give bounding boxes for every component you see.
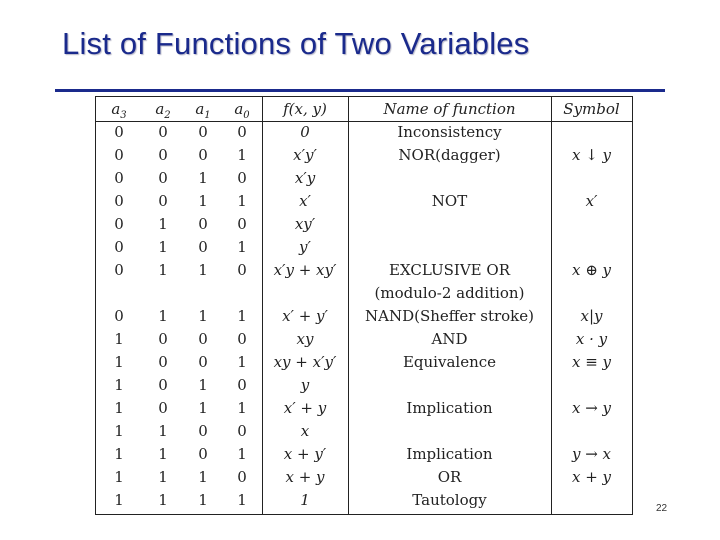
cell-a3: 0: [114, 123, 124, 141]
cell-symbol: x · y: [575, 330, 608, 348]
cell-a3: 0: [114, 238, 124, 256]
cell-f: x′ + y′: [282, 307, 328, 325]
cell-name: (modulo-2 addition): [374, 284, 525, 302]
cell-a2: 1: [158, 238, 168, 256]
table-row: [96, 489, 632, 512]
cell-f: 1: [300, 491, 310, 509]
cell-f: x′ + y: [283, 399, 327, 417]
cell-f: x′y: [294, 169, 316, 187]
table-row: [96, 351, 632, 374]
cell-f: x + y′: [283, 445, 327, 463]
cell-a0: 0: [237, 376, 247, 394]
cell-f: x: [300, 422, 310, 440]
table-row: [96, 282, 632, 305]
cell-a2: 0: [158, 192, 168, 210]
cell-a1: 0: [198, 146, 208, 164]
cell-a2: 0: [158, 123, 168, 141]
cell-a1: 0: [198, 353, 208, 371]
cell-a1: 1: [198, 399, 208, 417]
cell-a2: 0: [158, 353, 168, 371]
cell-a3: 1: [114, 376, 124, 394]
header-symbol: Symbol: [563, 100, 620, 118]
cell-symbol: x ≡ y: [571, 353, 612, 371]
cell-a2: 0: [158, 169, 168, 187]
cell-f: xy′: [294, 215, 316, 233]
table-row: [96, 236, 632, 259]
cell-a1: 0: [198, 422, 208, 440]
cell-a0: 0: [237, 215, 247, 233]
cell-name: EXCLUSIVE OR: [389, 261, 510, 279]
cell-f: y′: [299, 238, 311, 256]
cell-a0: 0: [237, 330, 247, 348]
table-row: [96, 466, 632, 489]
cell-f: x′y + xy′: [273, 261, 337, 279]
cell-name: NOT: [431, 192, 468, 210]
cell-a2: 1: [158, 422, 168, 440]
cell-a0: 1: [237, 238, 247, 256]
table-row: [96, 374, 632, 397]
cell-name: OR: [437, 468, 462, 486]
cell-a3: 1: [114, 330, 124, 348]
cell-a2: 1: [158, 215, 168, 233]
cell-symbol: x → y: [571, 399, 612, 417]
cell-a3: 0: [114, 192, 124, 210]
cell-a3: 1: [114, 399, 124, 417]
cell-f: x′: [299, 192, 311, 210]
cell-a1: 1: [198, 376, 208, 394]
header-name: Name of function: [383, 100, 516, 118]
table-row: [96, 121, 632, 144]
cell-a2: 0: [158, 330, 168, 348]
cell-f: x + y: [285, 468, 325, 486]
cell-a2: 0: [158, 399, 168, 417]
cell-a3: 0: [114, 169, 124, 187]
title-underline: [55, 89, 665, 92]
cell-a0: 0: [237, 468, 247, 486]
cell-a2: 1: [158, 491, 168, 509]
header-a1: $a_1$: [195, 100, 211, 121]
cell-f: xy: [296, 330, 314, 348]
cell-a1: 0: [198, 330, 208, 348]
cell-a0: 1: [237, 399, 247, 417]
cell-a0: 1: [237, 491, 247, 509]
cell-a1: 1: [198, 261, 208, 279]
cell-a3: 1: [114, 491, 124, 509]
table-row: [96, 305, 632, 328]
cell-name: Implication: [406, 399, 493, 417]
cell-a3: 0: [114, 261, 124, 279]
cell-a2: 0: [158, 146, 168, 164]
cell-symbol: x + y: [571, 468, 612, 486]
cell-a0: 1: [237, 353, 247, 371]
cell-a0: 1: [237, 445, 247, 463]
table-row: [96, 213, 632, 236]
cell-a1: 1: [198, 169, 208, 187]
table-row: [96, 328, 632, 351]
cell-a3: 0: [114, 215, 124, 233]
cell-a0: 0: [237, 123, 247, 141]
cell-a1: 1: [198, 307, 208, 325]
cell-a2: 0: [158, 376, 168, 394]
cell-f: y: [300, 376, 310, 394]
cell-a1: 1: [198, 468, 208, 486]
cell-a2: 1: [158, 307, 168, 325]
cell-a3: 0: [114, 146, 124, 164]
cell-f: x′y′: [293, 146, 317, 164]
cell-a2: 1: [158, 445, 168, 463]
table-row: [96, 190, 632, 213]
table-row: [96, 259, 632, 282]
cell-name: AND: [431, 330, 468, 348]
table-row: [96, 443, 632, 466]
cell-a3: 1: [114, 353, 124, 371]
cell-a1: 0: [198, 238, 208, 256]
cell-a0: 0: [237, 261, 247, 279]
cell-a1: 0: [198, 123, 208, 141]
cell-symbol: x′: [585, 192, 598, 210]
cell-name: NAND(Sheffer stroke): [365, 307, 534, 325]
cell-a2: 1: [158, 468, 168, 486]
cell-name: Tautology: [412, 491, 487, 509]
cell-a3: 1: [114, 468, 124, 486]
cell-name: NOR(dagger): [398, 146, 501, 164]
cell-a2: 1: [158, 261, 168, 279]
cell-a3: 1: [114, 422, 124, 440]
cell-a0: 1: [237, 192, 247, 210]
cell-name: Implication: [406, 445, 493, 463]
cell-name: Equivalence: [402, 353, 497, 371]
page-number: 22: [656, 503, 668, 514]
cell-f: xy + x′y′: [273, 353, 337, 371]
header-a0: $a_0$: [234, 100, 250, 121]
cell-symbol: y → x: [571, 445, 612, 463]
cell-symbol: x|y: [580, 307, 603, 325]
cell-a3: 1: [114, 445, 124, 463]
cell-a3: 0: [114, 307, 124, 325]
table-row: [96, 397, 632, 420]
page-title: List of Functions of Two Variables: [62, 26, 530, 61]
functions-table: [95, 96, 633, 515]
table-row: [96, 144, 632, 167]
cell-a1: 0: [198, 445, 208, 463]
header-a2: $a_2$: [155, 100, 171, 121]
cell-a0: 1: [237, 307, 247, 325]
cell-a1: 1: [198, 192, 208, 210]
cell-a0: 0: [237, 422, 247, 440]
cell-name: Inconsistency: [397, 123, 502, 141]
header-a3: $a_3$: [111, 100, 127, 121]
cell-symbol: x ↓ y: [571, 146, 612, 164]
cell-f: 0: [300, 123, 310, 141]
table-row: [96, 420, 632, 443]
cell-a1: 0: [198, 215, 208, 233]
cell-symbol: x ⊕ y: [571, 261, 612, 279]
header-f: f(x, y): [283, 100, 327, 118]
table-row: [96, 167, 632, 190]
cell-a1: 1: [198, 491, 208, 509]
cell-a0: 1: [237, 146, 247, 164]
cell-a0: 0: [237, 169, 247, 187]
